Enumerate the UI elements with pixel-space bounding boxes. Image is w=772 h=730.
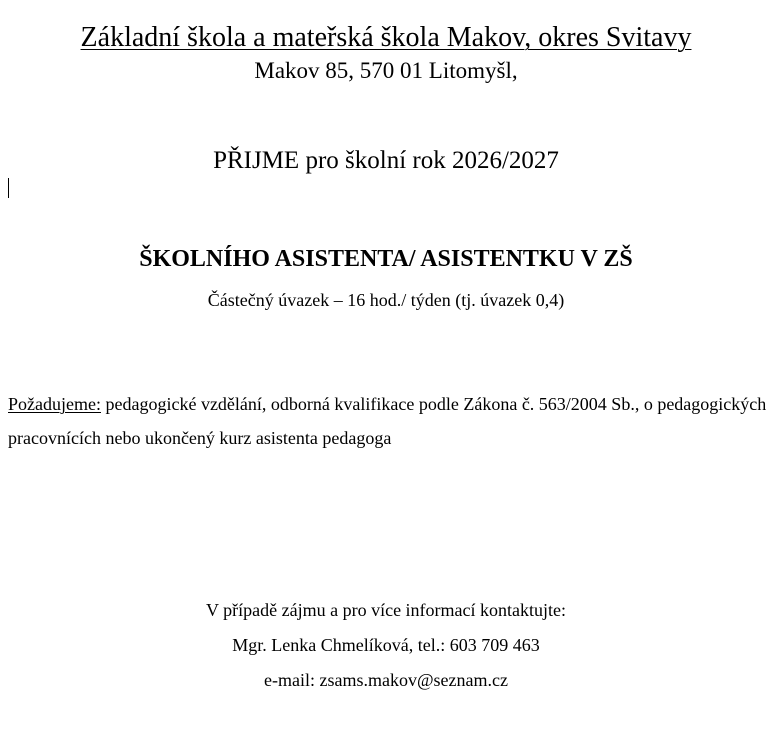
school-address: Makov 85, 570 01 Litomyšl, <box>254 58 518 83</box>
requirements-text: pedagogické vzdělání, odborná kvalifikace podle Zákona č. 563/2004 Sb., o pedagogických pracovnících nebo ukončený kurz asistenta pedagoga <box>8 394 767 448</box>
requirements-paragraph <box>8 387 768 455</box>
contact-intro: V případě zájmu a pro více informací kontaktujte: <box>205 600 567 620</box>
requirements-label: Požadujeme: <box>8 394 101 414</box>
contact-email: e-mail: zsams.makov@seznam.cz <box>264 670 508 690</box>
contact-person: Mgr. Lenka Chmelíková, tel.: 603 709 463 <box>232 635 540 655</box>
workload-info: Částečný úvazek – 16 hod./ týden (tj. úvazek 0,4) <box>207 290 565 310</box>
hiring-heading: PŘIJME pro školní rok 2026/2027 <box>213 147 559 174</box>
position-title: ŠKOLNÍHO ASISTENTA/ ASISTENTKU V ZŠ <box>139 246 633 272</box>
text-cursor <box>8 178 9 198</box>
school-name: Základní škola a mateřská škola Makov, okres Svitavy <box>80 22 692 53</box>
